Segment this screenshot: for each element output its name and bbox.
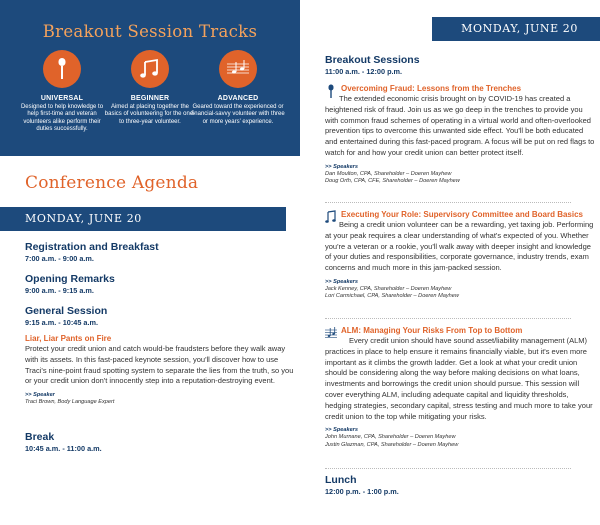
session-description: Protect your credit union and catch would-be fraudsters before they walk away with its assets. In this fast-paced keynote session, you'll discover how to use Traci's nine-point fraud spotting system to separate the lies from the truth, so you or your credit union don't innocently step into a reputation-destroying event. bbox=[25, 344, 294, 386]
session-title: Executing Your Role: Supervisory Committee and Board Basics bbox=[341, 210, 583, 219]
item-time: 12:00 p.m. - 1:00 p.m. bbox=[325, 487, 399, 496]
speakers-label: >> Speakers bbox=[325, 427, 358, 434]
item-title: General Session bbox=[25, 305, 108, 317]
divider bbox=[325, 468, 571, 469]
session-description: Every credit union should have sound asset/liability management (ALM) practices in place to help ensure it remains financially viable, but it's even more important as it climbs the growth ladder. Get a look at what your credit union should be considering along the way before making decisions on what loans, investments and borrowings the credit union should pursue. This session will cover everything ALM, including adequate capital and liquidity thresholds, hedging strategies, secondary capital, stress testing and much more to take your credit union to the top while mitigating your risks. bbox=[325, 336, 593, 421]
sheet-music-icon bbox=[325, 326, 337, 340]
session-title: ALM: Managing Your Risks From Top to Bottom bbox=[341, 326, 523, 335]
session-subtitle: Liar, Liar Pants on Fire bbox=[25, 334, 112, 343]
music-note-icon bbox=[131, 50, 169, 88]
track-name: UNIVERSAL bbox=[40, 95, 84, 102]
sheet-music-icon bbox=[219, 50, 257, 88]
speaker: Dan Moulton, CPA, Shareholder – Doeren Mayhew bbox=[325, 170, 452, 177]
track-name: BEGINNER bbox=[130, 95, 170, 102]
track-name: ADVANCED bbox=[217, 95, 259, 102]
item-time: 9:00 a.m. - 9:15 a.m. bbox=[25, 286, 94, 295]
item-time: 10:45 a.m. - 11:00 a.m. bbox=[25, 444, 102, 453]
music-note-icon bbox=[325, 210, 337, 224]
track-description: Designed to help knowledge to help first-time and veteran volunteers alike perform their duties successfully. bbox=[20, 104, 104, 133]
agenda-item-opening bbox=[25, 273, 295, 296]
item-time: 9:15 a.m. - 10:45 a.m. bbox=[25, 318, 99, 327]
session-alm bbox=[325, 325, 595, 449]
speaker: John Murnane, CPA, Shareholder – Doeren Mayhew bbox=[325, 434, 456, 441]
agenda-item-lunch bbox=[325, 474, 593, 497]
item-time: 11:00 a.m. - 12:00 p.m. bbox=[325, 67, 403, 76]
day-label: MONDAY, JUNE 20 bbox=[25, 212, 142, 225]
day-header-bar bbox=[432, 17, 600, 41]
speakers-label: >> Speakers bbox=[325, 163, 358, 170]
speaker: Traci Brown, Body Language Expert bbox=[25, 399, 115, 406]
item-time: 7:00 a.m. - 9:00 a.m. bbox=[25, 254, 94, 263]
track-advanced bbox=[191, 50, 285, 126]
session-overcoming-fraud bbox=[325, 83, 595, 186]
item-title: Lunch bbox=[325, 474, 357, 486]
item-title: Break bbox=[25, 431, 55, 443]
agenda-item-break bbox=[25, 431, 295, 454]
agenda-item-general-session bbox=[25, 305, 295, 407]
breakout-sessions-header bbox=[325, 54, 593, 77]
speakers-label: >> Speakers bbox=[325, 278, 358, 285]
divider bbox=[325, 202, 571, 203]
session-description: The extended economic crisis brought on by COVID-19 has created a heightened risk of fraud. Join us as we go deep in the trenches to provide you with common fraud schemes of operating in a virtual world and often-overlooked prevention tips to overcome this unwanted side effect. You'll be both educated and entertained during this fast-paced program. A focus will be put on red flags to watch for and how your credit union can better protect itself. bbox=[325, 94, 595, 157]
session-title: Overcoming Fraud: Lessons from the Trenches bbox=[341, 84, 522, 93]
agenda-title: Conference Agenda bbox=[25, 173, 199, 193]
speaker: Justin Glazman, CPA, Shareholder – Doeren Mayhew bbox=[325, 441, 459, 448]
track-beginner bbox=[103, 50, 197, 126]
microphone-icon bbox=[325, 84, 337, 98]
speaker: Lori Carmichael, CPA, Shareholder – Doeren Mayhew bbox=[325, 293, 459, 300]
session-executing-your-role bbox=[325, 209, 595, 301]
track-universal bbox=[15, 50, 109, 134]
microphone-icon bbox=[43, 50, 81, 88]
agenda-item-registration bbox=[25, 241, 295, 264]
session-description: Being a credit union volunteer can be a rewarding, yet taxing job. Performing at your peak requires a clear understanding of what's expected of you. Whether you're a veteran or a rookie, you'll walk away with deeper insight and knowledge of your duties and responsibilities, corporate governance, industry trends, exam concerns and much more in this jam-packed session. bbox=[325, 220, 594, 273]
speaker: Jack Kenney, CPA, Shareholder – Doeren Mayhew bbox=[325, 285, 452, 292]
divider bbox=[325, 318, 571, 319]
tracks-title: Breakout Session Tracks bbox=[42, 22, 258, 41]
track-description: Geared toward the experienced or financial-savvy volunteer with three or more years' experience. bbox=[191, 104, 285, 125]
speakers-label: >> Speaker bbox=[25, 392, 55, 399]
day-header-bar bbox=[0, 207, 286, 231]
day-label: MONDAY, JUNE 20 bbox=[461, 22, 578, 35]
track-description: Aimed at placing together the basics of volunteering for the one- to three-year volunteer. bbox=[104, 104, 196, 125]
item-title: Registration and Breakfast bbox=[25, 241, 159, 253]
item-title: Opening Remarks bbox=[25, 273, 115, 285]
breakout-tracks-panel bbox=[0, 0, 300, 156]
speaker: Doug Orth, CPA, CFE, Shareholder – Doeren Mayhew bbox=[325, 178, 460, 185]
item-title: Breakout Sessions bbox=[325, 54, 420, 66]
